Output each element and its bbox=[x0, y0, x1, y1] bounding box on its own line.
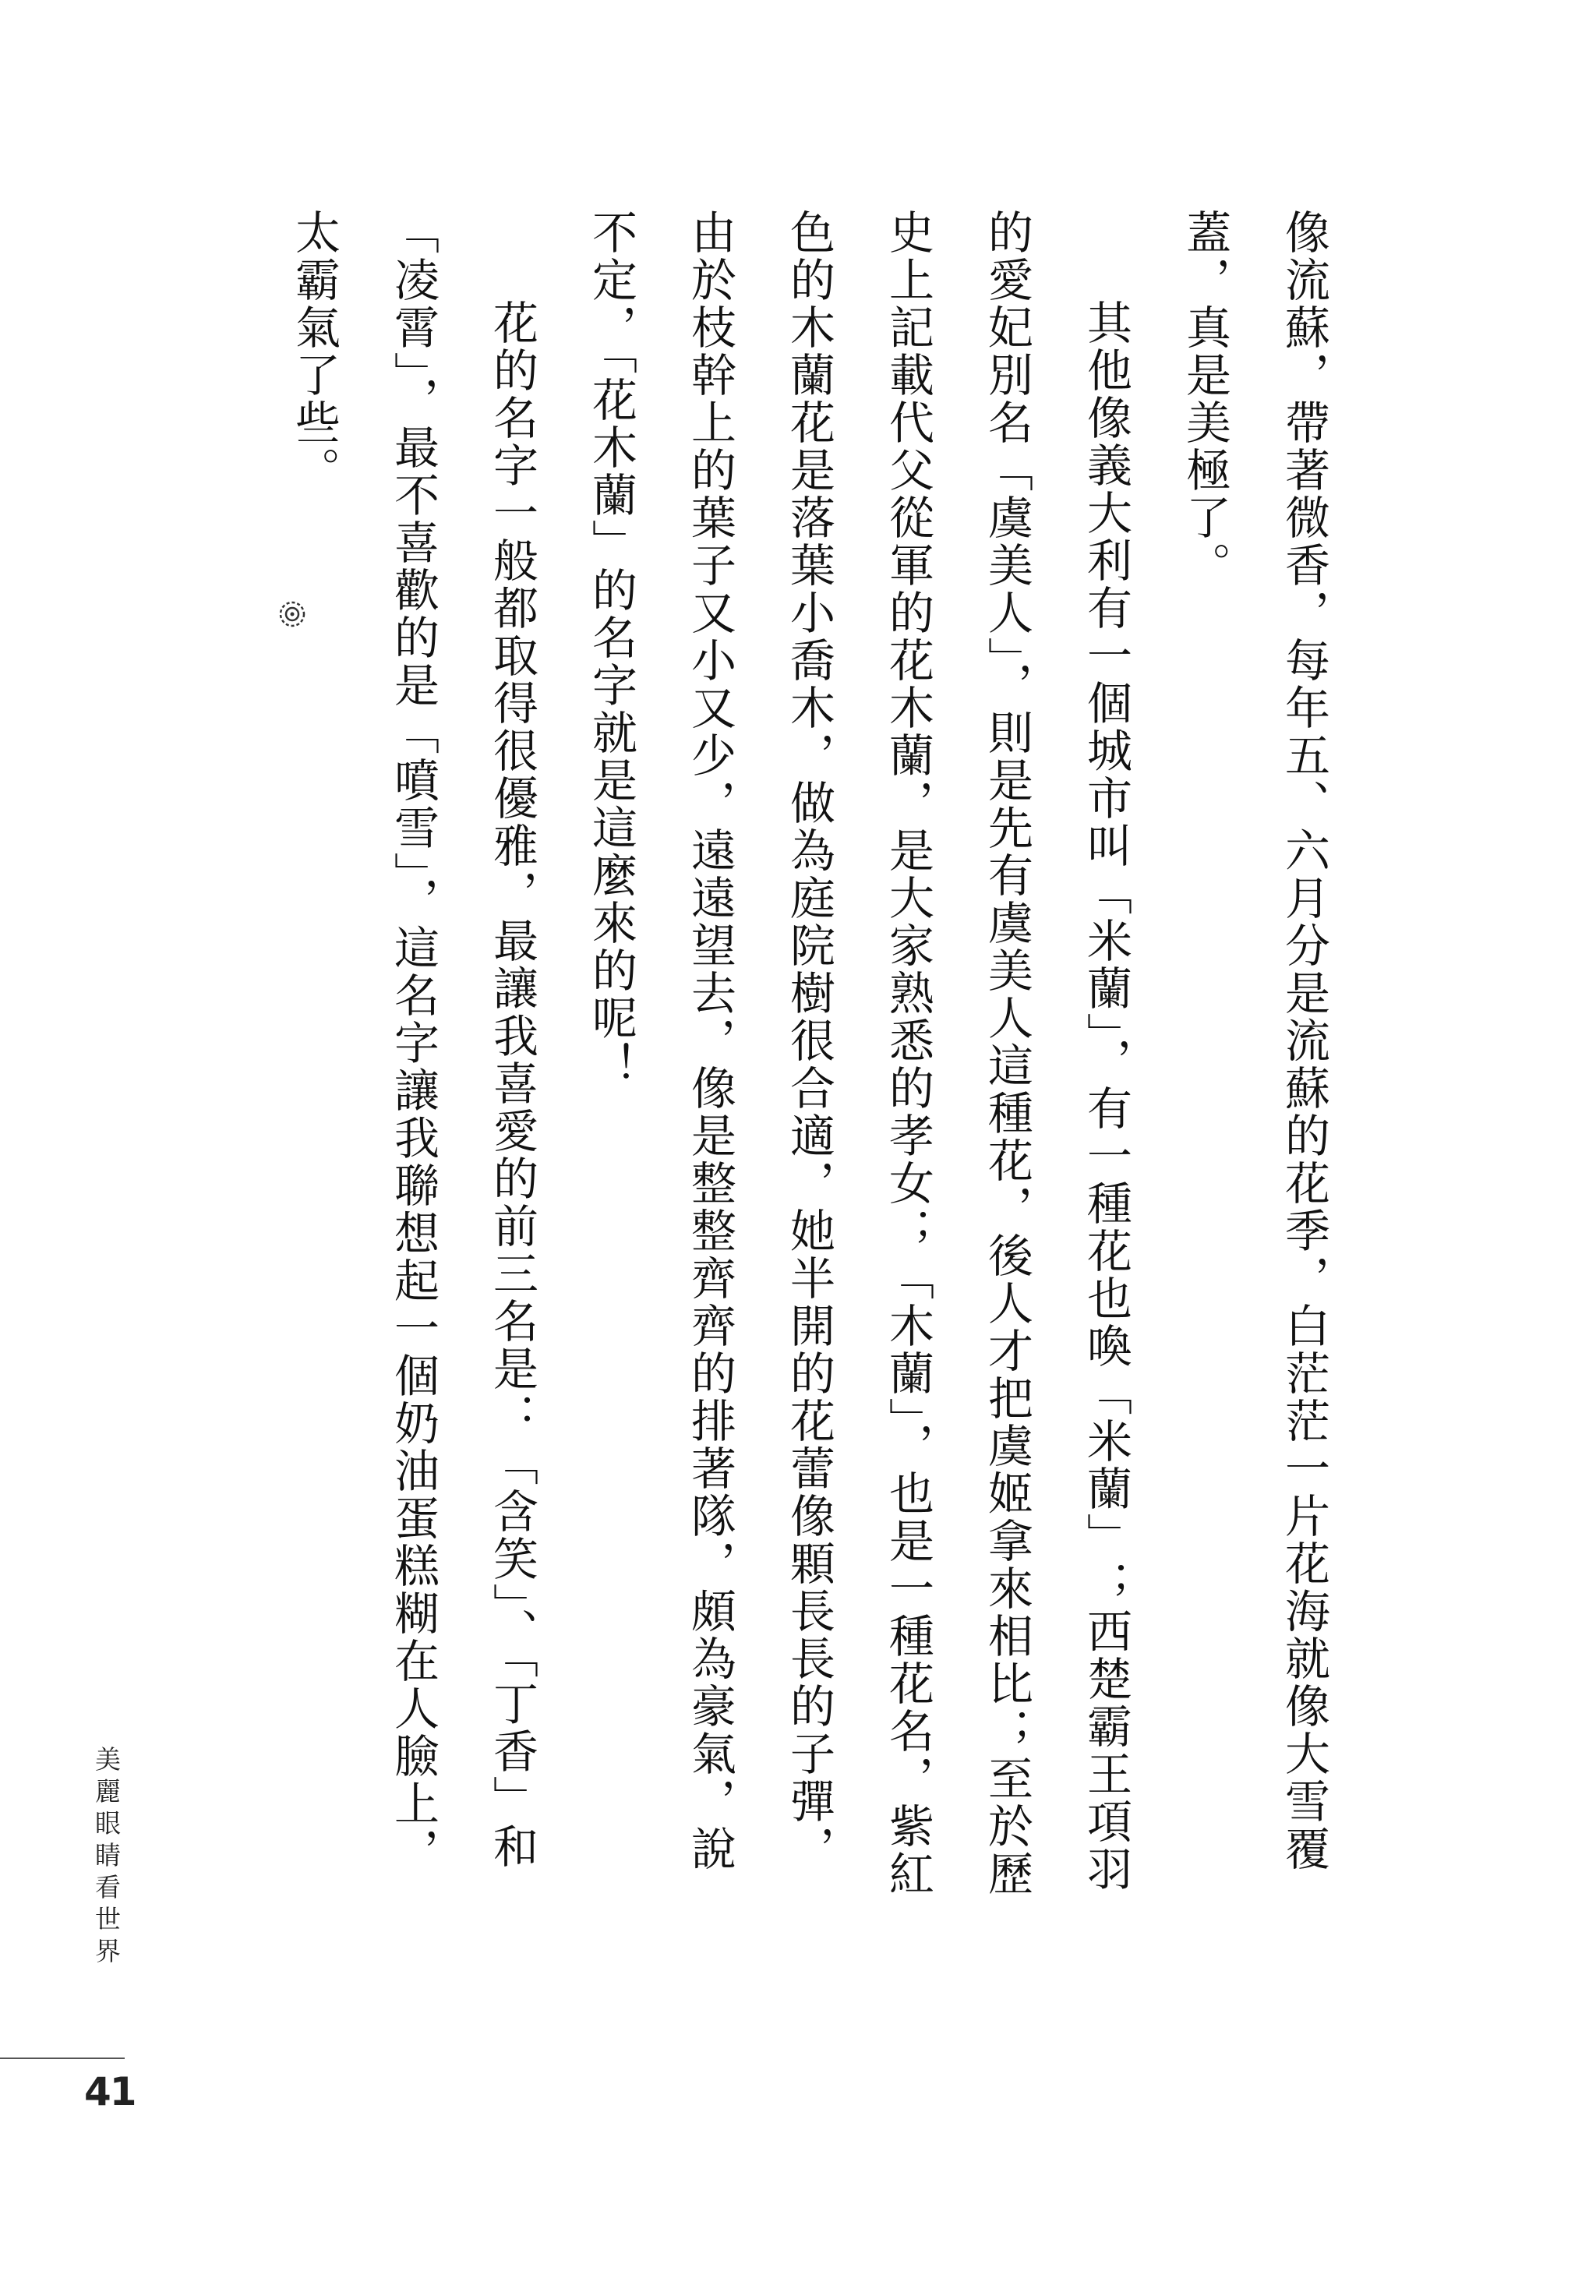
footer-divider bbox=[0, 2058, 125, 2059]
paragraph-2: 其他像義大利有一個城市叫「米蘭」，有一種花也喚「米蘭」；西楚霸王項羽的愛妃別名「虞美人」，則是先有虞美人這種花，後人才把虞姬拿來相比；至於歷史上記載代父從軍的花木蘭，是大家熟悉的孝女；「木蘭」，也是一種花名，紫紅色的木蘭花是落葉小喬木，做為庭院樹很合適，她半開的花蕾像顆長長的子彈，由於枝幹上的葉子又小又少，遠遠望去，像是整整齊齊的排著隊，頗為豪氣，說不定，「花木蘭」的名字就是這麼來的呢！ bbox=[584, 209, 1132, 1898]
paragraph-3-text: 花的名字一般都取得很優雅，最讓我喜愛的前三名是：「含笑」、「丁香」和「凌霄」，最不喜歡的是「噴雪」，這名字讓我聯想起一個奶油蛋糕糊在人臉上，太霸氣了些。 bbox=[288, 209, 538, 1875]
paragraph-3 bbox=[264, 209, 561, 1900]
floral-ornament-icon bbox=[310, 508, 341, 539]
page-number: 41 bbox=[84, 2069, 136, 2114]
paragraph-1: 像流蘇，帶著微香，每年五、六月分是流蘇的花季，白茫茫一片花海就像大雪覆蓋，真是美極了。 bbox=[1178, 209, 1330, 1873]
body-text bbox=[184, 209, 1353, 1900]
running-title: 美麗眼睛看世界 bbox=[91, 1746, 122, 1969]
